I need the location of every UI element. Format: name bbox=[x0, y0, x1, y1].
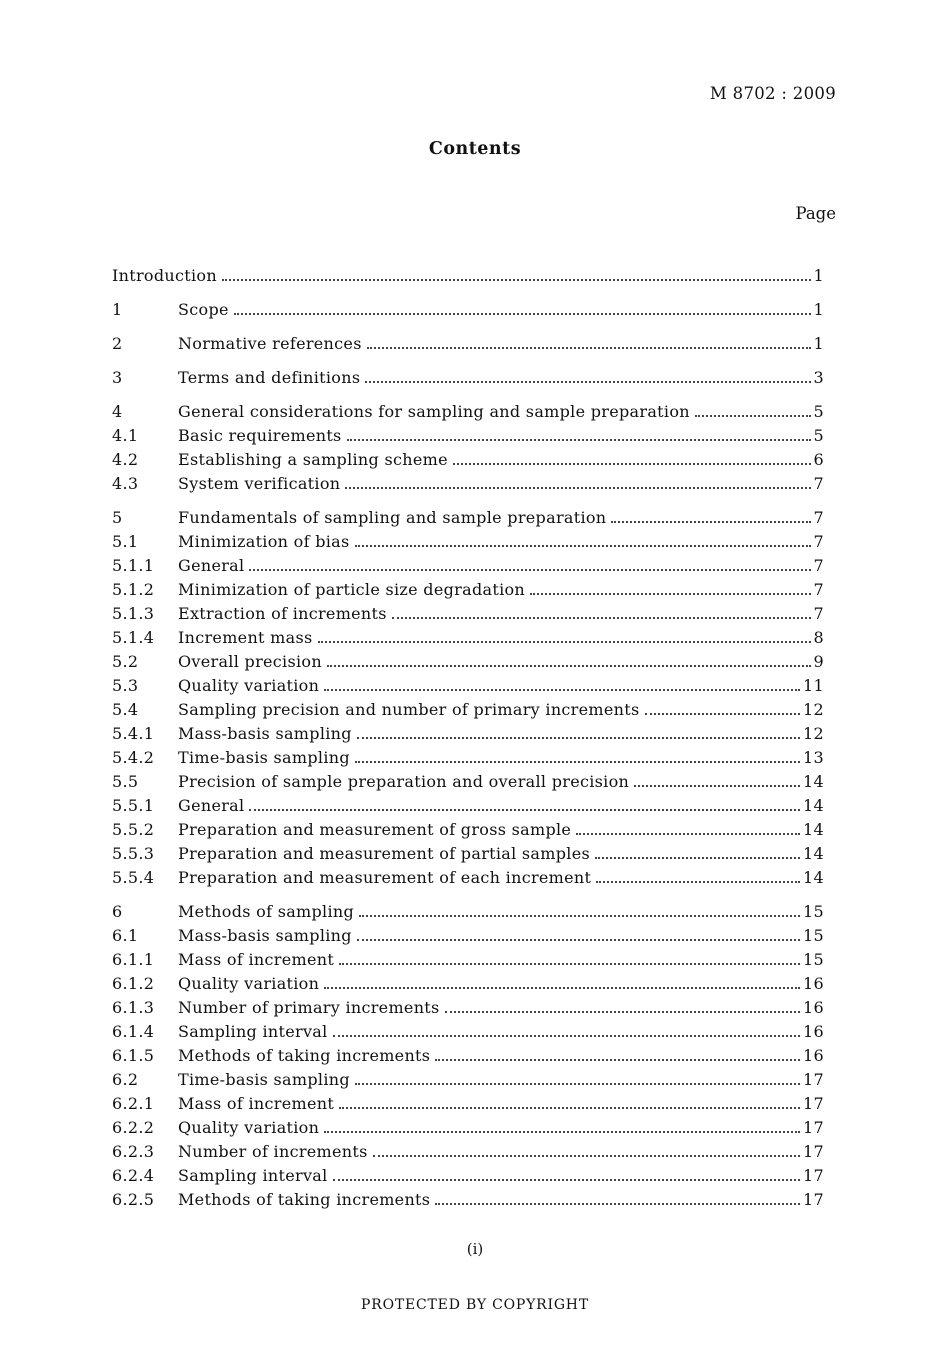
toc-entry-title: Sampling precision and number of primary increments bbox=[178, 700, 640, 719]
toc-entry[interactable] bbox=[112, 700, 824, 724]
toc-entry-page: 1 bbox=[813, 334, 824, 353]
dot-leader bbox=[576, 833, 800, 835]
dot-leader bbox=[359, 915, 800, 917]
toc-entry-title: Methods of taking increments bbox=[178, 1190, 431, 1209]
toc-entry-title: Fundamentals of sampling and sample preparation bbox=[178, 508, 607, 527]
toc-entry-page: 7 bbox=[813, 556, 824, 575]
toc-entry-title: Preparation and measurement of gross sample bbox=[178, 820, 572, 839]
dot-leader bbox=[234, 313, 811, 315]
toc-entry[interactable] bbox=[112, 426, 824, 450]
toc-entry-page: 7 bbox=[813, 580, 824, 599]
toc-entry-title: Sampling interval bbox=[178, 1166, 328, 1185]
dot-leader bbox=[595, 857, 800, 859]
toc-entry-page: 5 bbox=[813, 402, 824, 421]
toc-entry[interactable] bbox=[112, 796, 824, 820]
toc-entry-page: 11 bbox=[803, 676, 824, 695]
toc-entry-number: 5.1.2 bbox=[112, 580, 155, 599]
dot-leader bbox=[596, 881, 800, 883]
toc-entry-number: 6.2.3 bbox=[112, 1142, 155, 1161]
toc-entry-page: 15 bbox=[803, 902, 824, 921]
copyright-notice: PROTECTED BY COPYRIGHT bbox=[361, 1297, 589, 1313]
toc-entry[interactable] bbox=[112, 724, 824, 748]
toc-entry[interactable] bbox=[112, 368, 824, 392]
toc-entry-page: 12 bbox=[803, 724, 824, 743]
dot-leader bbox=[333, 1179, 800, 1181]
toc-entry-number: 6.1.1 bbox=[112, 950, 155, 969]
toc-entry-page: 16 bbox=[803, 1022, 824, 1041]
toc-entry-page: 17 bbox=[803, 1142, 824, 1161]
toc-entry[interactable] bbox=[112, 402, 824, 426]
toc-entry-page: 3 bbox=[813, 368, 824, 387]
toc-entry[interactable] bbox=[112, 1070, 824, 1094]
dot-leader bbox=[355, 1083, 800, 1085]
toc-entry-number: 6.1.5 bbox=[112, 1046, 155, 1065]
dot-leader bbox=[435, 1059, 800, 1061]
dot-leader bbox=[324, 689, 800, 691]
toc-entry-page: 7 bbox=[813, 604, 824, 623]
table-of-contents bbox=[112, 266, 824, 1214]
dot-leader bbox=[333, 1035, 800, 1037]
toc-entry-page: 5 bbox=[813, 426, 824, 445]
toc-entry-number: 5.5.4 bbox=[112, 868, 155, 887]
toc-entry[interactable] bbox=[112, 450, 824, 474]
toc-entry[interactable] bbox=[112, 1166, 824, 1190]
toc-entry-number: 6.2.4 bbox=[112, 1166, 155, 1185]
toc-entry-title: Methods of taking increments bbox=[178, 1046, 431, 1065]
toc-entry-page: 14 bbox=[803, 796, 824, 815]
toc-entry-page: 7 bbox=[813, 508, 824, 527]
toc-entry-page: 15 bbox=[803, 926, 824, 945]
dot-leader bbox=[392, 617, 811, 619]
toc-entry-title: Minimization of particle size degradation bbox=[178, 580, 526, 599]
toc-entry[interactable] bbox=[112, 902, 824, 926]
toc-entry-title: Establishing a sampling scheme bbox=[178, 450, 448, 469]
toc-entry-number: 2 bbox=[112, 334, 123, 353]
toc-entry-title: Time-basis sampling bbox=[178, 748, 350, 767]
toc-entry-number: 3 bbox=[112, 368, 123, 387]
toc-entry-title: Methods of sampling bbox=[178, 902, 355, 921]
toc-entry[interactable] bbox=[112, 676, 824, 700]
toc-entry-page: 14 bbox=[803, 844, 824, 863]
toc-entry-page: 13 bbox=[803, 748, 824, 767]
toc-entry-number: 6.2.2 bbox=[112, 1118, 155, 1137]
toc-entry-title: Mass of increment bbox=[178, 950, 335, 969]
toc-entry-number: 6.1 bbox=[112, 926, 139, 945]
dot-leader bbox=[645, 713, 801, 715]
document-id: M 8702 : 2009 bbox=[709, 84, 836, 103]
toc-entry-number: 6.1.3 bbox=[112, 998, 155, 1017]
dot-leader bbox=[453, 463, 811, 465]
toc-entry[interactable] bbox=[112, 580, 824, 604]
toc-entry-page: 16 bbox=[803, 998, 824, 1017]
toc-entry-title: Quality variation bbox=[178, 1118, 320, 1137]
toc-entry-title: Overall precision bbox=[178, 652, 322, 671]
dot-leader bbox=[327, 665, 811, 667]
dot-leader bbox=[355, 545, 811, 547]
toc-entry[interactable] bbox=[112, 748, 824, 772]
toc-entry-page: 12 bbox=[803, 700, 824, 719]
toc-entry[interactable] bbox=[112, 1142, 824, 1166]
toc-entry[interactable] bbox=[112, 266, 824, 290]
dot-leader bbox=[249, 569, 810, 571]
toc-entry-title: Extraction of increments bbox=[178, 604, 387, 623]
dot-leader bbox=[324, 1131, 800, 1133]
toc-entry[interactable] bbox=[112, 868, 824, 892]
toc-entry-number: 5.2 bbox=[112, 652, 139, 671]
toc-entry-title: Basic requirements bbox=[178, 426, 342, 445]
toc-entry-page: 15 bbox=[803, 950, 824, 969]
page-title: Contents bbox=[428, 139, 522, 159]
dot-leader bbox=[339, 963, 800, 965]
toc-entry-number: 5.4.2 bbox=[112, 748, 155, 767]
toc-entry[interactable] bbox=[112, 844, 824, 868]
dot-leader bbox=[365, 381, 810, 383]
toc-entry-page: 1 bbox=[813, 266, 824, 285]
toc-entry-page: 17 bbox=[803, 1190, 824, 1209]
toc-entry-title: Mass of increment bbox=[178, 1094, 335, 1113]
dot-leader bbox=[324, 987, 800, 989]
toc-entry-number: 5.1.3 bbox=[112, 604, 155, 623]
toc-entry[interactable] bbox=[112, 652, 824, 676]
toc-entry-number: 5.1.1 bbox=[112, 556, 155, 575]
toc-entry[interactable] bbox=[112, 1190, 824, 1214]
dot-leader bbox=[367, 347, 811, 349]
toc-entry-page: 16 bbox=[803, 1046, 824, 1065]
toc-entry-number: 4.2 bbox=[112, 450, 139, 469]
toc-entry-title: Mass-basis sampling bbox=[178, 926, 352, 945]
toc-entry-title: System verification bbox=[178, 474, 341, 493]
toc-entry-title: Preparation and measurement of partial samples bbox=[178, 844, 590, 863]
toc-entry[interactable] bbox=[112, 508, 824, 532]
toc-entry-page: 17 bbox=[803, 1070, 824, 1089]
toc-entry-number: 5.4 bbox=[112, 700, 139, 719]
toc-entry[interactable] bbox=[112, 1022, 824, 1046]
toc-entry-number: 5.1 bbox=[112, 532, 139, 551]
toc-entry-title: General bbox=[178, 796, 245, 815]
toc-entry-title: General considerations for sampling and sample preparation bbox=[178, 402, 690, 421]
toc-entry-title: General bbox=[178, 556, 245, 575]
toc-entry-number: 6.2.5 bbox=[112, 1190, 155, 1209]
toc-entry-number: 5.1.4 bbox=[112, 628, 155, 647]
toc-entry-title: Minimization of bias bbox=[178, 532, 350, 551]
toc-entry[interactable] bbox=[112, 998, 824, 1022]
toc-entry[interactable] bbox=[112, 474, 824, 498]
dot-leader bbox=[634, 785, 800, 787]
toc-entry-page: 1 bbox=[813, 300, 824, 319]
dot-leader bbox=[249, 809, 800, 811]
dot-leader bbox=[339, 1107, 800, 1109]
toc-entry-title: Precision of sample preparation and overall precision bbox=[178, 772, 630, 791]
toc-entry-number: 5.3 bbox=[112, 676, 139, 695]
toc-entry-page: 17 bbox=[803, 1118, 824, 1137]
toc-entry-title: Preparation and measurement of each increment bbox=[178, 868, 592, 887]
dot-leader bbox=[357, 939, 800, 941]
dot-leader bbox=[435, 1203, 800, 1205]
footer-page-number: (i) bbox=[466, 1240, 484, 1258]
toc-entry-number: 5.5.3 bbox=[112, 844, 155, 863]
toc-entry-page: 16 bbox=[803, 974, 824, 993]
toc-entry[interactable] bbox=[112, 820, 824, 844]
toc-entry[interactable] bbox=[112, 628, 824, 652]
dot-leader bbox=[345, 487, 810, 489]
toc-entry-number: 5.5.1 bbox=[112, 796, 155, 815]
toc-entry[interactable] bbox=[112, 532, 824, 556]
dot-leader bbox=[445, 1011, 800, 1013]
toc-entry[interactable] bbox=[112, 604, 824, 628]
toc-entry-number: 4.1 bbox=[112, 426, 139, 445]
toc-entry[interactable] bbox=[112, 1118, 824, 1142]
toc-entry-number: 6.2.1 bbox=[112, 1094, 155, 1113]
toc-entry-number: 4 bbox=[112, 402, 123, 421]
toc-entry-title: Normative references bbox=[178, 334, 362, 353]
dot-leader bbox=[373, 1155, 800, 1157]
toc-entry[interactable] bbox=[112, 556, 824, 580]
toc-entry-page: 6 bbox=[813, 450, 824, 469]
toc-entry-page: 8 bbox=[813, 628, 824, 647]
toc-entry-number: 6.1.4 bbox=[112, 1022, 155, 1041]
toc-entry[interactable] bbox=[112, 300, 824, 324]
toc-entry-title: Sampling interval bbox=[178, 1022, 328, 1041]
toc-entry-page: 14 bbox=[803, 868, 824, 887]
toc-entry-title: Increment mass bbox=[178, 628, 313, 647]
toc-entry-title: Quality variation bbox=[178, 676, 320, 695]
dot-leader bbox=[222, 279, 811, 281]
toc-entry[interactable] bbox=[112, 334, 824, 358]
toc-entry-page: 9 bbox=[813, 652, 824, 671]
toc-entry-title: Number of primary increments bbox=[178, 998, 440, 1017]
toc-entry-title: Scope bbox=[178, 300, 229, 319]
dot-leader bbox=[347, 439, 811, 441]
toc-entry-number: 5.5.2 bbox=[112, 820, 155, 839]
toc-entry-number: 5.5 bbox=[112, 772, 139, 791]
page-column-label: Page bbox=[795, 204, 836, 223]
toc-entry-number: 5.4.1 bbox=[112, 724, 155, 743]
toc-entry[interactable] bbox=[112, 1046, 824, 1070]
toc-entry-page: 7 bbox=[813, 474, 824, 493]
dot-leader bbox=[355, 761, 800, 763]
dot-leader bbox=[611, 521, 810, 523]
toc-entry-title: Terms and definitions bbox=[178, 368, 361, 387]
dot-leader bbox=[530, 593, 810, 595]
toc-entry[interactable] bbox=[112, 1094, 824, 1118]
toc-entry-title: Quality variation bbox=[178, 974, 320, 993]
toc-entry[interactable] bbox=[112, 974, 824, 998]
toc-entry[interactable] bbox=[112, 950, 824, 974]
toc-entry-title: Time-basis sampling bbox=[178, 1070, 350, 1089]
toc-entry[interactable] bbox=[112, 926, 824, 950]
dot-leader bbox=[318, 641, 811, 643]
toc-entry-title: Mass-basis sampling bbox=[178, 724, 352, 743]
toc-entry-title: Number of increments bbox=[178, 1142, 368, 1161]
toc-entry-number: 6 bbox=[112, 902, 123, 921]
toc-entry-page: 17 bbox=[803, 1094, 824, 1113]
toc-entry-number: 6.1.2 bbox=[112, 974, 155, 993]
toc-entry-title: Introduction bbox=[112, 266, 217, 285]
dot-leader bbox=[357, 737, 800, 739]
dot-leader bbox=[695, 415, 811, 417]
toc-entry-number: 6.2 bbox=[112, 1070, 139, 1089]
toc-entry[interactable] bbox=[112, 772, 824, 796]
toc-entry-page: 17 bbox=[803, 1166, 824, 1185]
toc-entry-number: 5 bbox=[112, 508, 123, 527]
toc-entry-page: 14 bbox=[803, 820, 824, 839]
toc-entry-page: 14 bbox=[803, 772, 824, 791]
toc-entry-number: 1 bbox=[112, 300, 123, 319]
toc-entry-page: 7 bbox=[813, 532, 824, 551]
toc-entry-number: 4.3 bbox=[112, 474, 139, 493]
